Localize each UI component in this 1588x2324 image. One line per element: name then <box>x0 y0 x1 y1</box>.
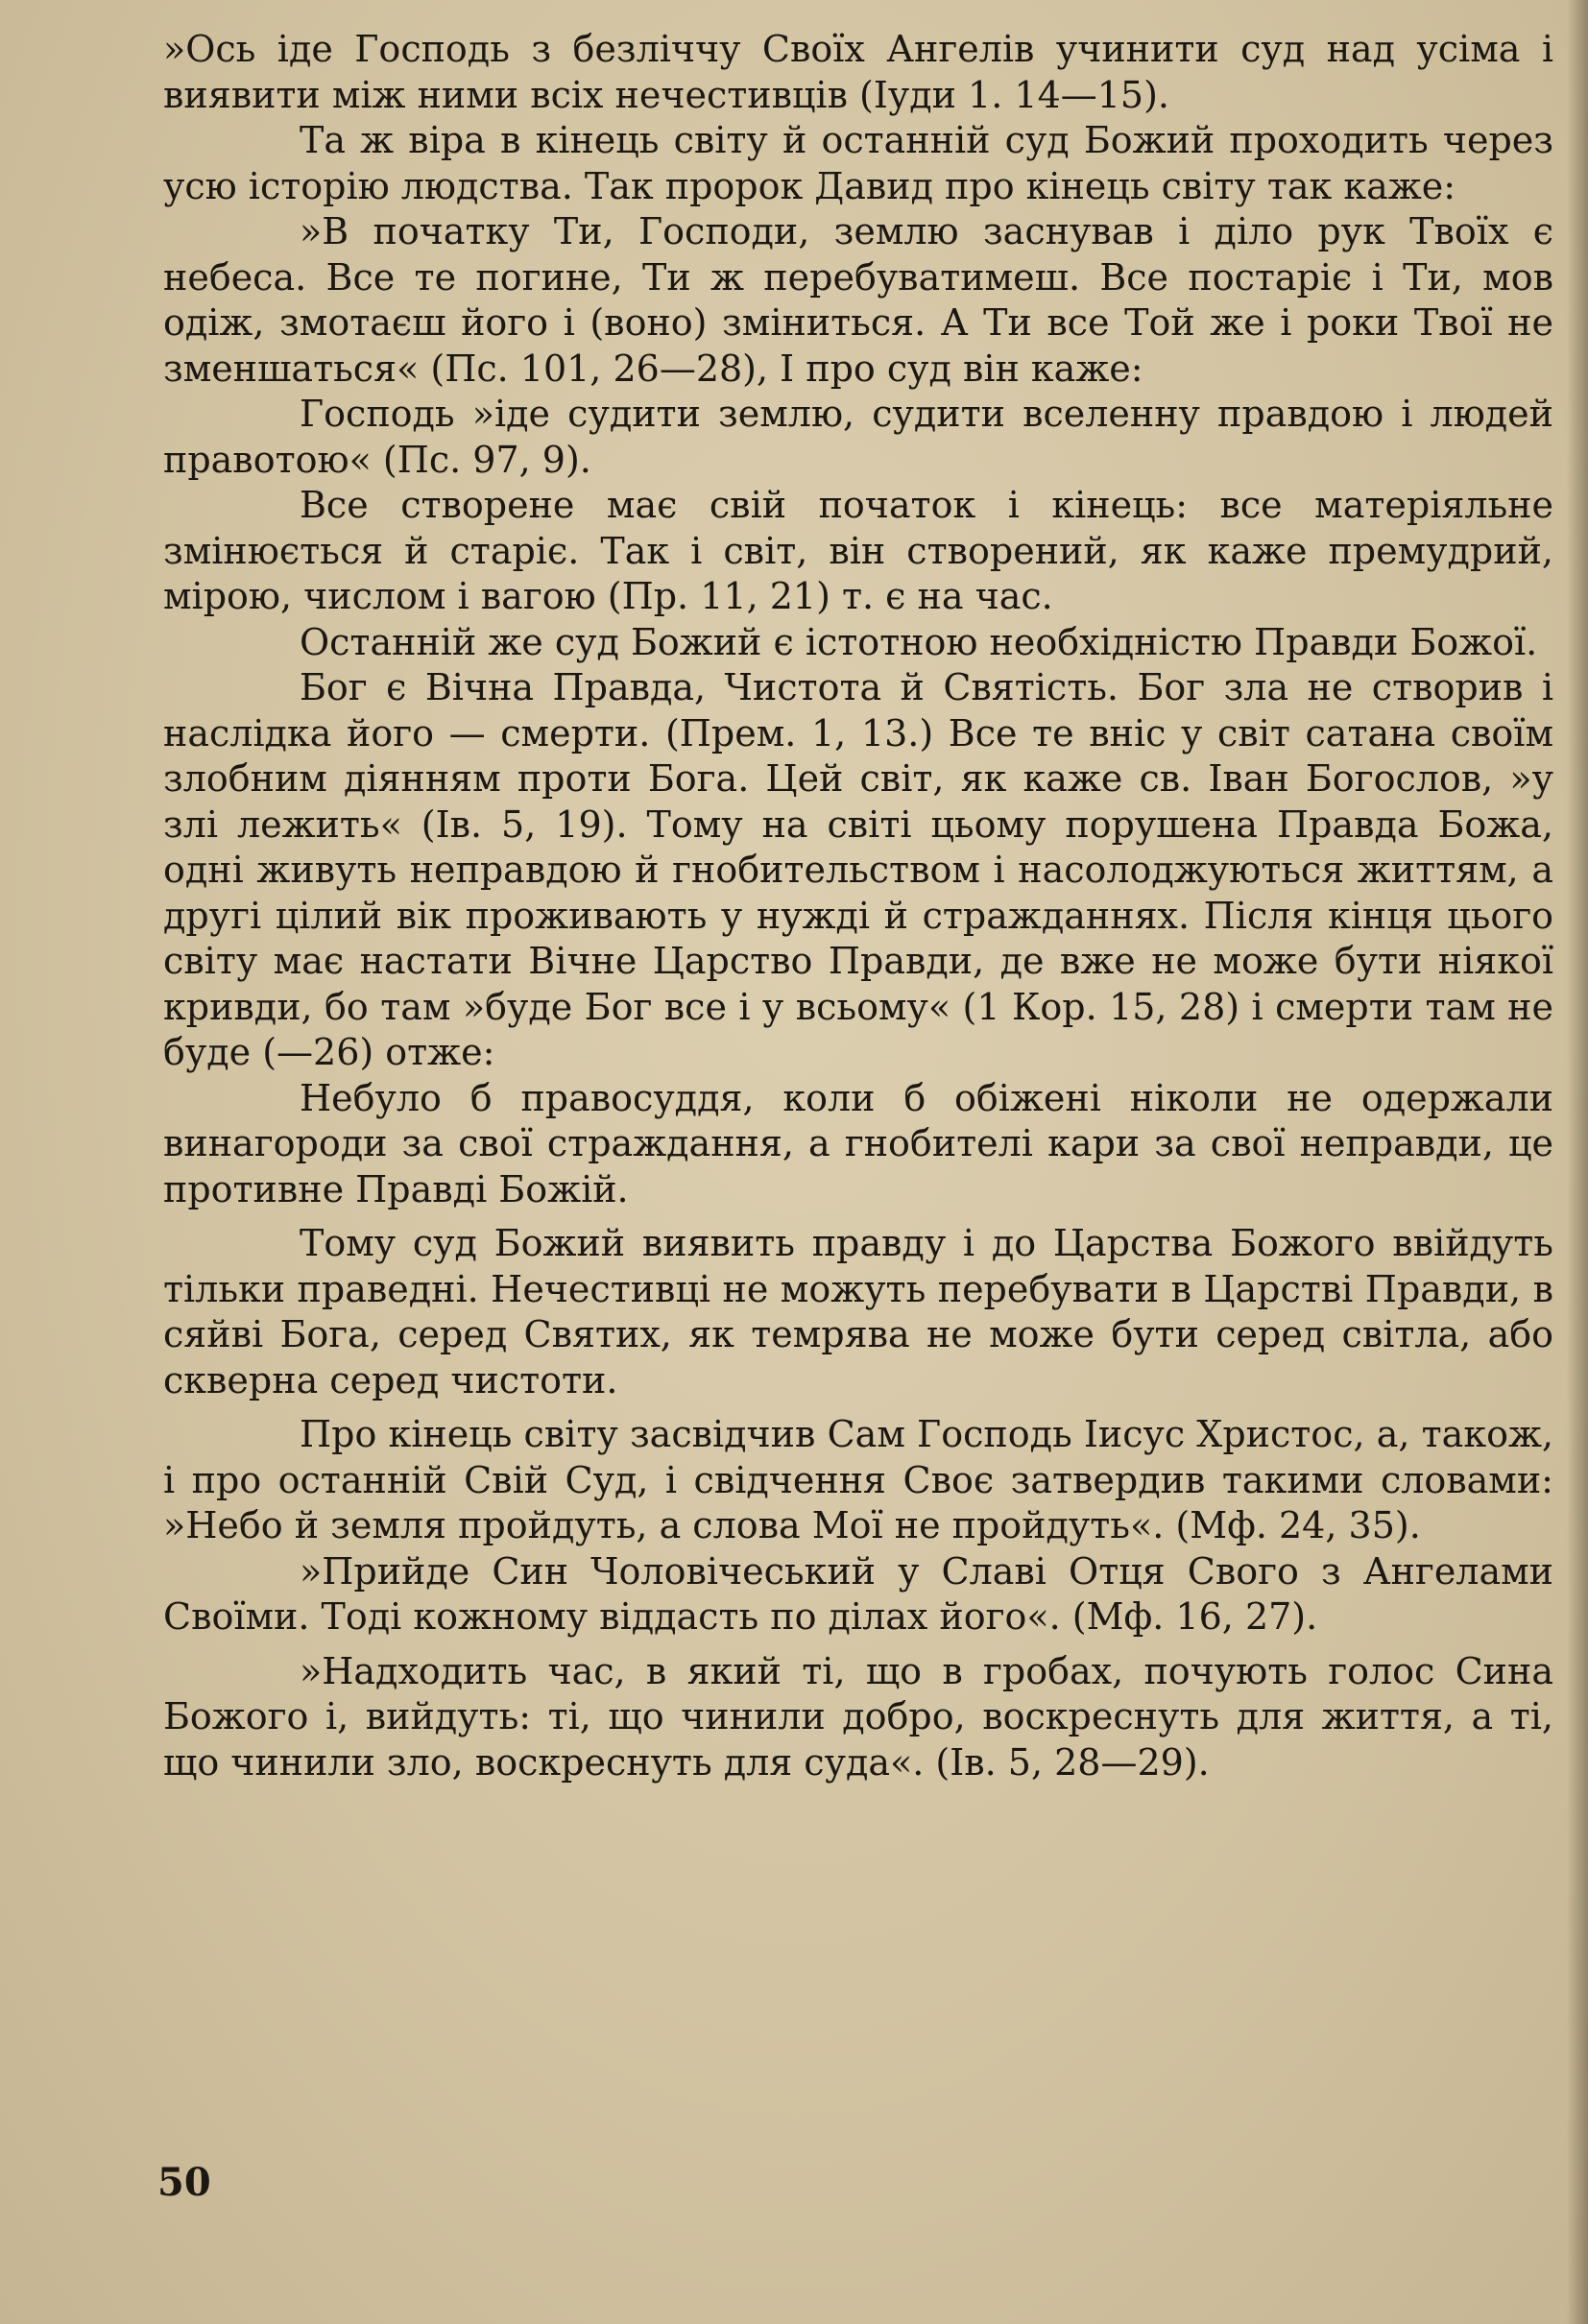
paragraph-9: Тому суд Божий виявить правду і до Царства Божого ввійдуть тільки праведні. Нечестивці не можуть перебувати в Царстві Правди, в сяйві Бога, серед Святих, як темрява не може бути серед світла, або скверна серед чистоти. <box>163 1222 1553 1402</box>
body-text <box>163 27 1553 1785</box>
paragraph-12: »Надходить час, в який ті, що в гробах, почують голос Сина Божого і, вийдуть: ті, що чинили добро, воскреснуть для життя, а ті, що чинили зло, воскреснуть для суда«. (Ів. 5, 28—29). <box>163 1649 1553 1784</box>
paragraph-8: Небуло б правосуддя, коли б обіжені ніколи не одержали винагороди за свої страждання, а гнобителі кари за свої неправди, це противне Правді Божій. <box>163 1076 1553 1210</box>
page-edge-shadow <box>1567 0 1588 2324</box>
paragraph-11: »Прийде Син Чоловічеський у Славі Отця Свого з Ангелами Своїми. Тоді кожному віддасть по ділах його«. (Мф. 16, 27). <box>163 1549 1553 1638</box>
paragraph-5: Все створене має свій початок і кінець: все матеріяльне змінюється й старіє. Так і світ, він створений, як каже премудрий, мірою, числом і вагою (Пр. 11, 21) т. є на час. <box>163 484 1553 617</box>
paragraph-1: »Ось іде Господь з безліччу Своїх Ангелів учинити суд над усіма і виявити між ними всіх нечестивців (Іуди 1. 14—15). <box>163 28 1553 116</box>
paragraph-3: »В початку Ти, Господи, землю заснував і діло рук Твоїх є небеса. Все те погине, Ти ж перебуватимеш. Все постаріє і Ти, мов одіж, змотаєш його і (воно) зміниться. А Ти все Той же і роки Твої не зменшаться« (Пс. 101, 26—28), І про суд він каже: <box>163 210 1553 390</box>
paragraph-6: Останній же суд Божий є істотною необхідністю Правди Божої. <box>300 620 1538 663</box>
paragraph-10: Про кінець світу засвідчив Сам Господь Іисус Христос, а, також, і про останній Свій Суд, і свідчення Своє затвердив такими словами: »Небо й земля пройдуть, а слова Мої не пройдуть«. (Мф. 24, 35). <box>163 1413 1553 1546</box>
paragraph-4: Господь »іде судити землю, судити вселенну правдою і людей правотою« (Пс. 97, 9). <box>163 393 1553 481</box>
page-number: 50 <box>157 2160 211 2205</box>
paragraph-2: Та ж віра в кінець світу й останній суд Божий проходить через усю історію людства. Так пророк Давид про кінець світу так каже: <box>163 119 1553 207</box>
paragraph-7: Бог є Вічна Правда, Чистота й Святість. Бог зла не створив і наслідка його — смерти. (Прем. 1, 13.) Все те вніс у світ сатана своїм злобним діянням проти Бога. Цей світ, як каже св. Іван Богослов, »у злі лежить« (Ів. 5, 19). Тому на світі цьому порушена Правда Божа, одні живуть неправдою й гнобительством і насолоджуються життям, а другі цілий вік проживають у нужді й стражданнях. Після кінця цього світу має настати Вічне Царство Правди, де вже не може бути ніякої кривди, бо там »буде Бог все і у всьому« (1 Кор. 15, 28) і смерти там не буде (—26) отже: <box>163 666 1553 1073</box>
